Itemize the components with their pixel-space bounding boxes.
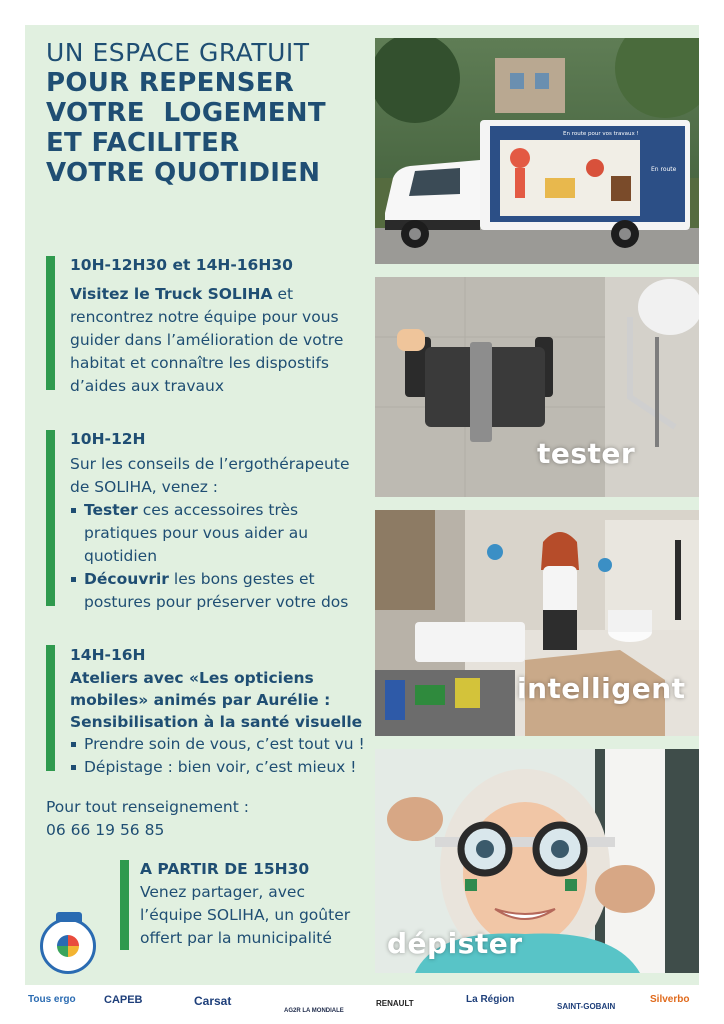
title-line-2: POUR REPENSER: [46, 68, 295, 98]
depister-photo: [375, 749, 699, 973]
photo-caption: dépister: [387, 927, 523, 960]
logo-saint-gobain: SAINT-GOBAIN: [557, 1002, 616, 1011]
logo-capeb: CAPEB: [104, 994, 143, 1006]
contact-phone: 06 66 19 56 85: [46, 821, 165, 839]
section-bullet-list: [70, 733, 365, 779]
logo-renault: RENAULT: [376, 999, 414, 1008]
section-bullet-list: [70, 499, 360, 614]
section-text: Venez partager, avec l’équipe SOLIHA, un goûter offert par la municipalité: [140, 883, 351, 947]
title-line-4: ET FACILITER: [46, 128, 240, 158]
truck-visit-section: [70, 254, 360, 398]
section-text: et rencontrez notre équipe pour vous guider dans l’amélioration de votre habitat et connaître les dispostifs d’aides aux travaux: [70, 285, 344, 395]
truck-photo: [375, 38, 699, 264]
section-time: 10H-12H: [70, 430, 146, 448]
section-lead: Visitez le Truck SOLIHA: [70, 285, 273, 303]
bullet-lead: Découvrir: [84, 570, 169, 588]
list-item: Prendre soin de vous, c’est tout vu !: [70, 733, 365, 756]
bullet-lead: Tester: [84, 501, 138, 519]
gouter-section: [140, 858, 360, 950]
tester-photo: [375, 277, 699, 497]
title-line-1: UN ESPACE GRATUIT: [46, 38, 310, 67]
truck-side-label: En route: [651, 166, 677, 173]
section-intro: Sur les conseils de l’ergothérapeute de SOLIHA, venez :: [70, 455, 350, 496]
section-heading: Ateliers avec «Les opticiens mobiles» animés par Aurélie : Sensibilisation à la santé visuelle: [70, 669, 363, 731]
logo-carsat: Carsat: [194, 994, 232, 1008]
section-body: [70, 283, 360, 398]
list-item: [70, 568, 360, 614]
logo-tous-ergo: Tous ergo: [28, 994, 76, 1005]
section-time: 10H-12H30 et 14H-16H30: [70, 256, 293, 274]
opticiens-section: [70, 644, 365, 779]
label-seal-icon: [40, 918, 96, 974]
contact-block: [46, 796, 346, 842]
intelligent-photo: [375, 510, 699, 736]
ergo-section: [70, 428, 360, 614]
section-accent-bar: [46, 645, 55, 771]
title-line-3: VOTRE LOGEMENT: [46, 98, 326, 128]
title-line-5: VOTRE QUOTIDIEN: [46, 158, 321, 188]
truck-illustration: [375, 38, 699, 264]
list-item: Dépistage : bien voir, c’est mieux !: [70, 756, 365, 779]
photo-caption: tester: [537, 437, 636, 470]
page-title: [46, 38, 366, 188]
photo-caption: intelligent: [517, 672, 686, 705]
truck-banner-text: En route pour vos travaux !: [563, 131, 639, 137]
section-time: A PARTIR DE 15H30: [140, 860, 310, 878]
logo-region: La Région: [466, 994, 515, 1005]
list-item: [70, 499, 360, 568]
logo-ag2r: AG2R LA MONDIALE: [284, 1008, 344, 1014]
section-time: 14H-16H: [70, 646, 146, 664]
contact-label: Pour tout renseignement :: [46, 798, 249, 816]
bullet-text: les bons gestes et postures pour préserver votre dos: [84, 570, 349, 611]
bullet-text: ces accessoires très pratiques pour vous aider au quotidien: [84, 501, 309, 565]
section-accent-bar: [46, 430, 55, 606]
section-accent-bar: [120, 860, 129, 950]
partner-logos: [0, 988, 724, 1024]
section-accent-bar: [46, 256, 55, 390]
logo-silverbo: Silverbo: [650, 994, 690, 1005]
